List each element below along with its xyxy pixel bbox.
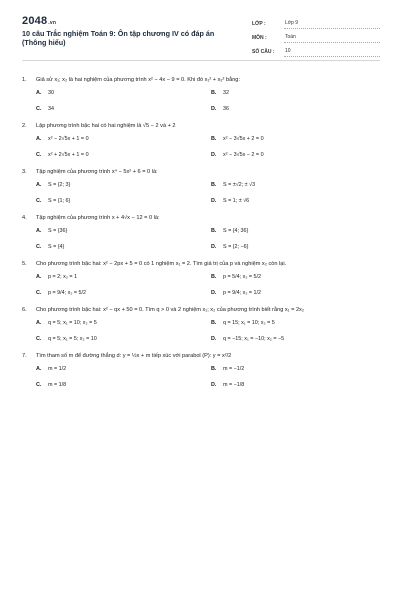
answer-option[interactable] bbox=[36, 290, 205, 297]
option-letter: D. bbox=[211, 198, 217, 204]
option-letter: C. bbox=[36, 244, 42, 250]
option-text: S = {4; 36} bbox=[223, 228, 249, 234]
answer-option[interactable] bbox=[36, 366, 205, 373]
option-letter: D. bbox=[211, 290, 217, 296]
answer-options bbox=[36, 90, 380, 113]
answer-options bbox=[36, 182, 380, 205]
question-header bbox=[22, 352, 380, 360]
question-text: Cho phương trình bậc hai: x² − 2px + 5 = 0 có 1 nghiệm x₁ = 2. Tìm giá trị của p và nghiệm x₂ còn lại. bbox=[36, 261, 287, 267]
answer-option[interactable] bbox=[211, 228, 380, 235]
meta-label: LỚP : bbox=[252, 21, 266, 27]
option-letter: D. bbox=[211, 244, 217, 250]
question-number: 7. bbox=[22, 353, 27, 359]
answer-option[interactable] bbox=[36, 198, 205, 205]
document-title: 10 câu Trắc nghiệm Toán 9: Ôn tập chương IV có đáp án (Thông hiểu) bbox=[22, 29, 215, 47]
meta-row-class bbox=[252, 15, 380, 29]
question-header bbox=[22, 214, 380, 222]
answer-option[interactable] bbox=[211, 90, 380, 97]
option-text: p = 9/4; x₂ = 5/2 bbox=[48, 290, 87, 296]
answer-option[interactable] bbox=[36, 182, 205, 189]
option-letter: C. bbox=[36, 198, 42, 204]
option-letter: A. bbox=[36, 136, 42, 142]
answer-option[interactable] bbox=[36, 228, 205, 235]
question-item bbox=[22, 352, 380, 389]
question-header bbox=[22, 306, 380, 314]
option-letter: B. bbox=[211, 90, 217, 96]
answer-option[interactable] bbox=[211, 366, 380, 373]
option-letter: B. bbox=[211, 182, 217, 188]
answer-option[interactable] bbox=[36, 244, 205, 251]
option-letter: B. bbox=[211, 228, 217, 234]
question-text: Tập nghiệm của phương trình x + 4√x − 12 = 0 là: bbox=[36, 215, 160, 221]
answer-option[interactable] bbox=[211, 274, 380, 281]
question-text: Tìm tham số m để đường thẳng d: y = ½x + m tiếp xúc với parabol (P): y = x²/2 bbox=[36, 353, 232, 359]
option-letter: D. bbox=[211, 106, 217, 112]
option-text: p = 5/4; x₂ = 5/2 bbox=[223, 274, 262, 280]
answer-option[interactable] bbox=[36, 274, 205, 281]
answer-option[interactable] bbox=[211, 320, 380, 327]
option-text: S = ±√2; ± √3 bbox=[223, 182, 256, 188]
meta-row-subject bbox=[252, 29, 380, 43]
option-letter: C. bbox=[36, 152, 42, 158]
question-header bbox=[22, 260, 380, 268]
answer-option[interactable] bbox=[211, 182, 380, 189]
option-letter: B. bbox=[211, 320, 217, 326]
option-letter: D. bbox=[211, 382, 217, 388]
answer-option[interactable] bbox=[211, 152, 380, 159]
option-text: q = 15; x₁ = 10; x₂ = 5 bbox=[223, 320, 275, 326]
question-number: 4. bbox=[22, 215, 27, 221]
question-text: Giả sử x₁; x₂ là hai nghiệm của phương trình x² − 4x − 9 = 0. Khi đó x₁² + x₂² bằng: bbox=[36, 77, 240, 83]
question-number: 5. bbox=[22, 261, 27, 267]
option-text: m = −1/8 bbox=[223, 382, 245, 388]
question-item bbox=[22, 122, 380, 159]
meta-value: Lớp 9 bbox=[284, 20, 380, 29]
option-text: 30 bbox=[48, 90, 54, 96]
option-text: S = {36} bbox=[48, 228, 68, 234]
answer-option[interactable] bbox=[36, 136, 205, 143]
question-text: Tập nghiệm của phương trình x⁴ − 5x² + 6 = 0 là: bbox=[36, 169, 158, 175]
question-list bbox=[22, 76, 380, 398]
question-header bbox=[22, 168, 380, 176]
option-letter: B. bbox=[211, 366, 217, 372]
option-letter: C. bbox=[36, 382, 42, 388]
question-header bbox=[22, 122, 380, 130]
option-text: q = 5; x₁ = 5; x₂ = 10 bbox=[48, 336, 97, 342]
answer-options bbox=[36, 366, 380, 389]
meta-row-question-count bbox=[252, 43, 380, 57]
option-text: q = 5; x₁ = 10; x₂ = 5 bbox=[48, 320, 97, 326]
answer-option[interactable] bbox=[36, 320, 205, 327]
answer-option[interactable] bbox=[36, 336, 205, 343]
answer-option[interactable] bbox=[211, 198, 380, 205]
answer-options bbox=[36, 136, 380, 159]
option-letter: C. bbox=[36, 106, 42, 112]
site-logo[interactable]: 2048.vn bbox=[22, 15, 57, 27]
meta-value: Toán bbox=[284, 34, 380, 43]
option-text: m = 1/2 bbox=[48, 366, 67, 372]
question-text: Cho phương trình bậc hai: x² − qx + 50 = 0. Tìm q > 0 và 2 nghiệm x₁; x₂ của phương trình biết rằng x₁ = 2x₂ bbox=[36, 307, 305, 313]
option-text: S = {4} bbox=[48, 244, 65, 250]
question-number: 2. bbox=[22, 123, 27, 129]
answer-option[interactable] bbox=[211, 290, 380, 297]
answer-option[interactable] bbox=[211, 136, 380, 143]
option-letter: D. bbox=[211, 152, 217, 158]
option-text: x² − 2√5x + 1 = 0 bbox=[48, 136, 89, 142]
option-letter: A. bbox=[36, 228, 42, 234]
option-letter: D. bbox=[211, 336, 217, 342]
option-text: p = 2; x₂ = 1 bbox=[48, 274, 78, 280]
question-number: 6. bbox=[22, 307, 27, 313]
answer-option[interactable] bbox=[211, 382, 380, 389]
answer-options bbox=[36, 274, 380, 297]
option-text: x² − 3√5x − 2 = 0 bbox=[223, 152, 264, 158]
answer-option[interactable] bbox=[36, 382, 205, 389]
question-item bbox=[22, 306, 380, 343]
option-letter: A. bbox=[36, 274, 42, 280]
document-meta bbox=[252, 15, 380, 57]
question-item bbox=[22, 168, 380, 205]
option-letter: B. bbox=[211, 274, 217, 280]
option-text: m = 1/8 bbox=[48, 382, 67, 388]
question-number: 3. bbox=[22, 169, 27, 175]
question-text: Lập phương trình bậc hai có hai nghiệm là √5 − 2 và + 2 bbox=[36, 123, 176, 129]
answer-options bbox=[36, 228, 380, 251]
option-text: x² − 3√5x + 2 = 0 bbox=[223, 136, 264, 142]
question-item bbox=[22, 214, 380, 251]
header-divider bbox=[22, 60, 380, 61]
option-letter: A. bbox=[36, 320, 42, 326]
meta-value: 10 bbox=[284, 48, 380, 57]
meta-label: SỐ CÂU : bbox=[252, 49, 275, 55]
option-text: x² + 2√5x + 1 = 0 bbox=[48, 152, 89, 158]
answer-option[interactable] bbox=[211, 336, 380, 343]
option-text: S = 1; ± √6 bbox=[223, 198, 250, 204]
option-text: 32 bbox=[223, 90, 229, 96]
option-text: S = {2; −6} bbox=[223, 244, 249, 250]
option-text: 34 bbox=[48, 106, 54, 112]
option-text: q = −15; x₁ = −10; x₂ = −5 bbox=[223, 336, 285, 342]
question-item bbox=[22, 76, 380, 113]
question-number: 1. bbox=[22, 77, 27, 83]
option-text: m = −1/2 bbox=[223, 366, 245, 372]
option-text: S = {1; 6} bbox=[48, 198, 71, 204]
option-text: p = 9/4; x₂ = 1/2 bbox=[223, 290, 262, 296]
answer-option[interactable] bbox=[36, 90, 205, 97]
answer-option[interactable] bbox=[36, 106, 205, 113]
option-text: S = {2; 3} bbox=[48, 182, 71, 188]
option-letter: C. bbox=[36, 336, 42, 342]
option-letter: A. bbox=[36, 366, 42, 372]
answer-option[interactable] bbox=[211, 244, 380, 251]
option-letter: B. bbox=[211, 136, 217, 142]
answer-option[interactable] bbox=[211, 106, 380, 113]
question-header bbox=[22, 76, 380, 84]
meta-label: MÔN : bbox=[252, 35, 267, 41]
option-letter: A. bbox=[36, 182, 42, 188]
option-letter: C. bbox=[36, 290, 42, 296]
question-item bbox=[22, 260, 380, 297]
option-letter: A. bbox=[36, 90, 42, 96]
option-text: 36 bbox=[223, 106, 229, 112]
answer-option[interactable] bbox=[36, 152, 205, 159]
answer-options bbox=[36, 320, 380, 343]
